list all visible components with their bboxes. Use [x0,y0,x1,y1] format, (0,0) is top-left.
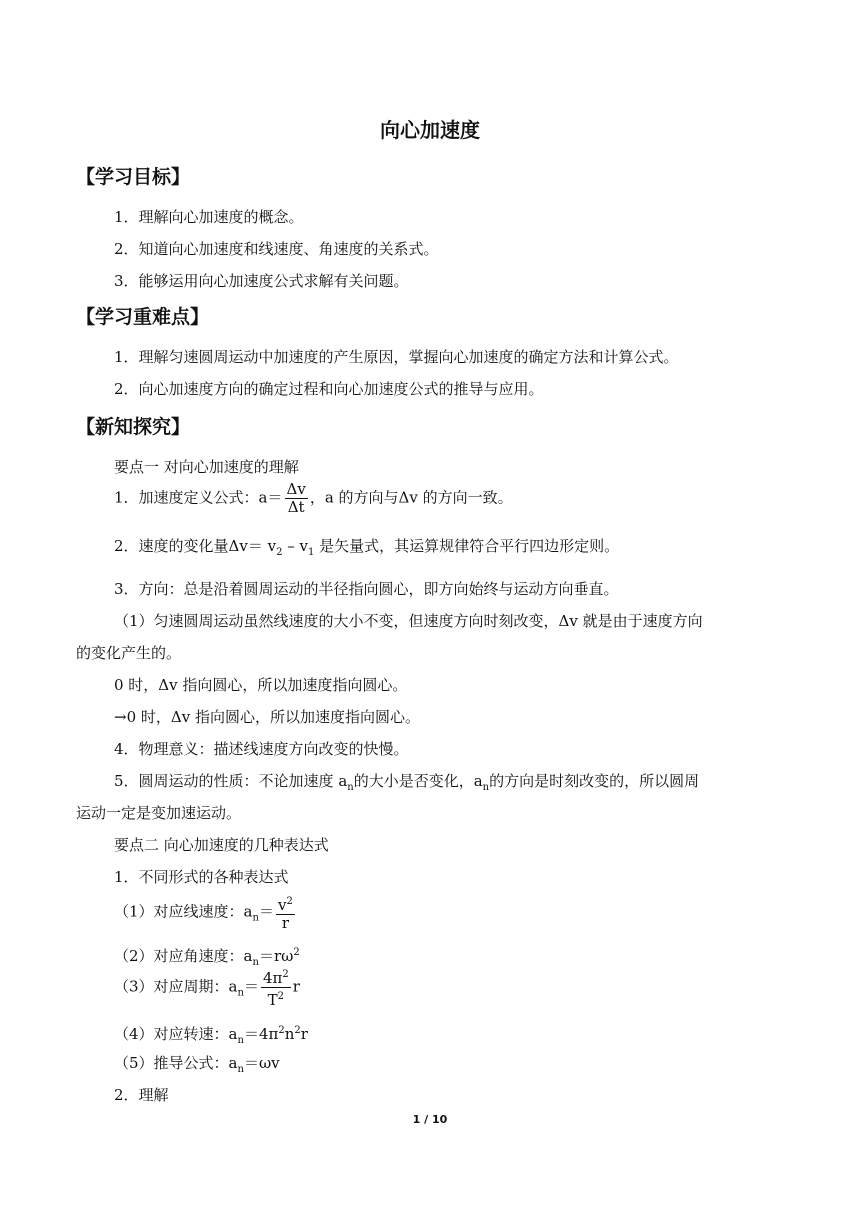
fraction-numerator [261,966,291,988]
v2-over-r-fraction [276,893,295,932]
item5-part1: 5．圆周运动的性质：不论加速度 a [114,772,348,790]
item1-prefix: 1．加速度定义公式：a＝ [114,488,283,507]
item5-part2: 的大小是否变化，a [353,772,483,790]
point1-item5a [114,771,699,798]
section-heading-goals: 【学习目标】 [76,166,191,188]
formula-label: （2）对应角速度：a [114,947,253,965]
point1-item2 [114,536,619,563]
subscript: n [237,987,244,999]
four-pi2-over-t2-fraction [261,966,291,1009]
goal-item: 1．理解向心加速度的概念。 [114,208,304,226]
formula-rotation-speed [114,1021,308,1051]
point2-subheading: 1．不同形式的各种表达式 [114,868,289,886]
formula-label: （1）对应线速度：a [114,902,253,921]
formula-label: （5）推导公式：a [114,1054,238,1072]
denominator-t: T [267,991,278,1009]
formula-derived [114,1053,280,1080]
numerator-4pi: 4π [262,969,283,987]
page-title: 向心加速度 [380,118,480,142]
subscript: n [252,957,259,968]
formula-period [114,966,300,1009]
section-heading-explore: 【新知探究】 [76,416,191,438]
point2-heading: 要点二 向心加速度的几种表达式 [114,836,329,854]
page-number: 1 / 10 [412,1113,448,1126]
superscript: 2 [277,991,285,1002]
point1-heading: 要点一 对向心加速度的理解 [114,458,299,476]
item2-prefix: 2．速度的变化量Δv＝ v [114,537,277,555]
item5-part3: 的方向是时刻改变的，所以圆周 [489,772,700,790]
fraction-denominator: Δt [287,498,305,516]
fraction-numerator [276,893,295,915]
fraction-denominator: r [281,914,289,932]
formula-expression: ＝ωv [243,1054,280,1072]
point1-item4: 4．物理意义：描述线速度方向改变的快慢。 [114,740,409,758]
point1-item3: 3．方向：总是沿着圆周运动的半径指向圆心，即方向始终与运动方向垂直。 [114,580,619,598]
point1-item3-1b: 的变化产生的。 [76,644,182,662]
formula-expression: ＝rω [258,947,294,965]
key-point-item: 1．理解匀速圆周运动中加速度的产生原因，掌握向心加速度的确定方法和计算公式。 [114,348,679,366]
subscript: n [237,1064,244,1075]
goal-item: 2．知道向心加速度和线速度、角速度的关系式。 [114,240,439,258]
key-point-item: 2．向心加速度方向的确定过程和向心加速度公式的推导与应用。 [114,380,544,398]
point1-item3-2: 0 时，Δv 指向圆心，所以加速度指向圆心。 [114,676,408,694]
subscript: n [347,782,354,793]
subscript: n [252,912,259,924]
point1-item5b: 运动一定是变加速运动。 [76,804,242,822]
point1-item3-1a: （1）匀速圆周运动虽然线速度的大小不变，但速度方向时刻改变，Δv 就是由于速度方向 [114,612,703,630]
formula-label: （4）对应转速：a [114,1025,238,1043]
formula-tail: r [300,1025,308,1043]
subscript: 2 [276,547,283,558]
item1-suffix: ，a 的方向与Δv 的方向一致。 [309,488,513,507]
superscript: 2 [294,1025,301,1036]
item2-mid: – v [282,537,308,555]
equals-sign: ＝ [243,977,259,996]
fraction-numerator: Δv [286,480,306,498]
superscript: 2 [293,947,300,958]
subscript: n [482,782,490,793]
delta-v-over-delta-t-fraction [285,481,308,516]
superscript: 2 [282,969,289,980]
formula-n: n [284,1025,295,1043]
point2-item2: 2．理解 [114,1086,169,1104]
formula-linear-velocity [114,893,297,932]
subscript: 1 [307,547,315,558]
point1-item3-3: →0 时，Δv 指向圆心，所以加速度指向圆心。 [114,708,420,726]
equals-sign: ＝ [258,902,274,921]
formula-expression: ＝4π [243,1025,279,1043]
subscript: n [237,1035,244,1046]
superscript: 2 [286,896,293,907]
goal-item: 3．能够运用向心加速度公式求解有关问题。 [114,272,409,290]
formula-label: （3）对应周期：a [114,977,238,996]
superscript: 2 [278,1025,285,1036]
point1-item1 [114,481,513,516]
section-heading-key-points: 【学习重难点】 [76,306,210,328]
item2-suffix: 是矢量式，其运算规律符合平行四边形定则。 [314,537,620,555]
numerator-v: v [277,896,287,914]
formula-tail: r [292,977,300,996]
fraction-denominator [261,988,291,1009]
